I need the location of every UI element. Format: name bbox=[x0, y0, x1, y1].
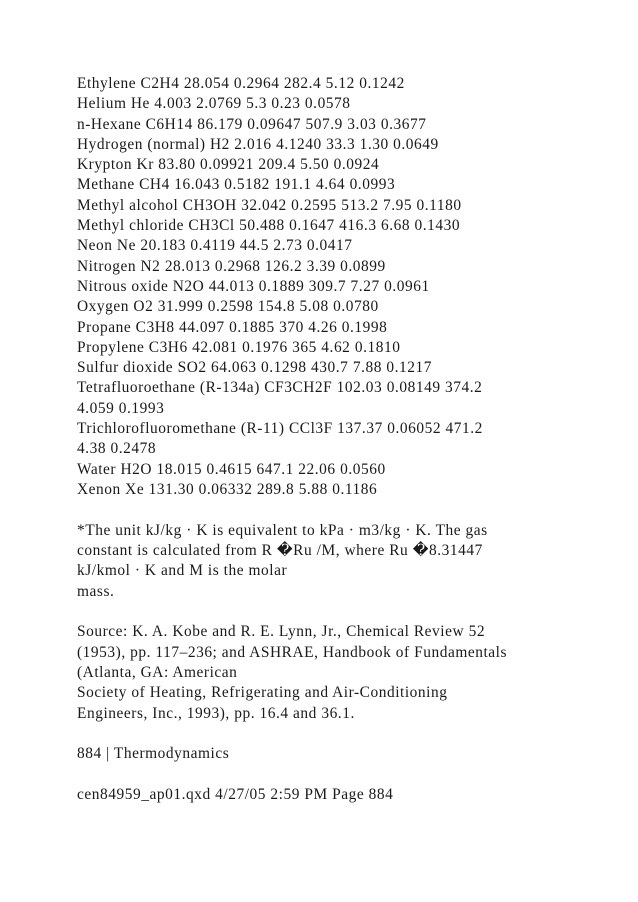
table-row: Methyl chloride CH3Cl 50.488 0.1647 416.3 6.68 0.1430 bbox=[77, 217, 461, 235]
footnote-line: *The unit kJ/kg · K is equivalent to kPa · m3/kg · K. The gas bbox=[77, 521, 488, 539]
table-row: Oxygen O2 31.999 0.2598 154.8 5.08 0.0780 bbox=[77, 298, 379, 316]
table-row: Propane C3H8 44.097 0.1885 370 4.26 0.1998 bbox=[77, 318, 388, 336]
spacer bbox=[77, 765, 622, 786]
table-row-continuation: 4.38 0.2478 bbox=[77, 440, 157, 458]
table-row: Nitrous oxide N2O 44.013 0.1889 309.7 7.27 0.0961 bbox=[77, 277, 430, 295]
footnote-line: constant is calculated from R �Ru /M, where Ru �8.31447 bbox=[77, 542, 483, 560]
source-line: Engineers, Inc., 1993), pp. 16.4 and 36.1. bbox=[77, 704, 355, 722]
table-row-continuation: 4.059 0.1993 bbox=[77, 399, 165, 417]
page-label: 884 | Thermodynamics bbox=[77, 745, 230, 763]
table-row: Helium He 4.003 2.0769 5.3 0.23 0.0578 bbox=[77, 95, 351, 113]
table-row: Trichlorofluoromethane (R-11) CCl3F 137.37 0.06052 471.2 bbox=[77, 420, 483, 438]
footnote bbox=[77, 521, 622, 602]
source-line: (1953), pp. 117–236; and ASHRAE, Handbook of Fundamentals bbox=[77, 643, 508, 661]
table-row: Krypton Kr 83.80 0.09921 209.4 5.50 0.0924 bbox=[77, 156, 380, 174]
table-row: Methyl alcohol CH3OH 32.042 0.2595 513.2 7.95 0.1180 bbox=[77, 196, 462, 214]
footnote-line: mass. bbox=[77, 582, 115, 600]
spacer bbox=[77, 602, 622, 623]
table-row: Methane CH4 16.043 0.5182 191.1 4.64 0.0993 bbox=[77, 176, 396, 194]
spacer bbox=[77, 724, 622, 745]
table-row: Sulfur dioxide SO2 64.063 0.1298 430.7 7.88 0.1217 bbox=[77, 359, 432, 377]
source-line: (Atlanta, GA: American bbox=[77, 664, 238, 682]
document-page bbox=[77, 74, 622, 806]
gas-properties-table bbox=[77, 74, 622, 500]
table-row: Water H2O 18.015 0.4615 647.1 22.06 0.0560 bbox=[77, 460, 386, 478]
table-row: Ethylene C2H4 28.054 0.2964 282.4 5.12 0.1242 bbox=[77, 75, 405, 92]
table-row: Hydrogen (normal) H2 2.016 4.1240 33.3 1.30 0.0649 bbox=[77, 135, 439, 153]
source-citation bbox=[77, 622, 622, 723]
source-line: Source: K. A. Kobe and R. E. Lynn, Jr., Chemical Review 52 bbox=[77, 623, 486, 641]
table-row: Xenon Xe 131.30 0.06332 289.8 5.88 0.1186 bbox=[77, 480, 378, 498]
table-row: Nitrogen N2 28.013 0.2968 126.2 3.39 0.0899 bbox=[77, 257, 386, 275]
table-row: Propylene C3H6 42.081 0.1976 365 4.62 0.1810 bbox=[77, 338, 401, 356]
table-row: Neon Ne 20.183 0.4119 44.5 2.73 0.0417 bbox=[77, 237, 353, 255]
footnote-line: kJ/kmol · K and M is the molar bbox=[77, 562, 288, 580]
source-line: Society of Heating, Refrigerating and Air-Conditioning bbox=[77, 684, 448, 702]
file-info: cen84959_ap01.qxd 4/27/05 2:59 PM Page 884 bbox=[77, 786, 394, 804]
table-row: n-Hexane C6H14 86.179 0.09647 507.9 3.03 0.3677 bbox=[77, 115, 427, 133]
table-row: Tetrafluoroethane (R-134a) CF3CH2F 102.03 0.08149 374.2 bbox=[77, 379, 483, 397]
spacer bbox=[77, 500, 622, 521]
